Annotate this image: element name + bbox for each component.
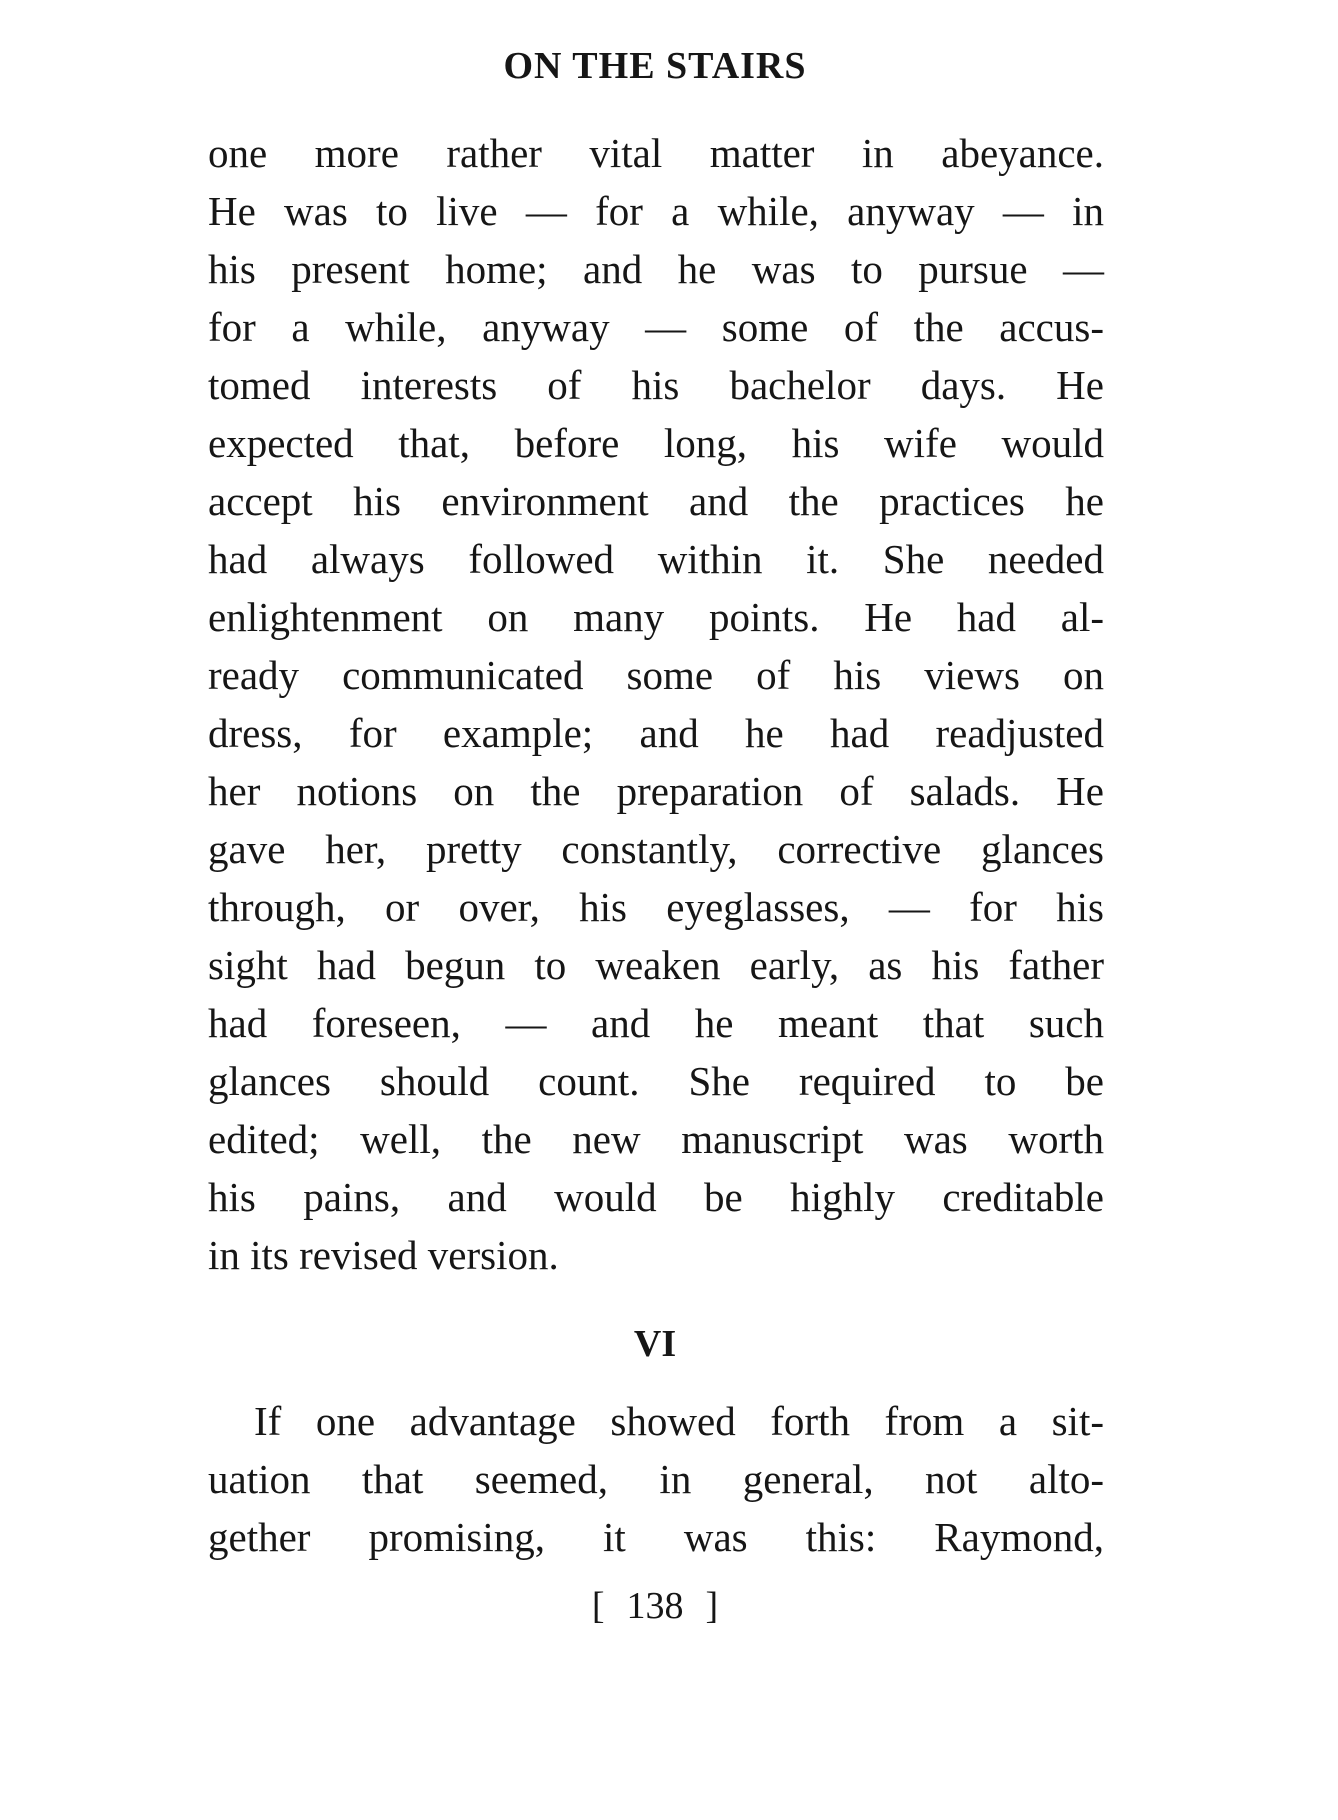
section-number: VI [633,1323,677,1365]
running-head: ON THE STAIRS [503,45,807,87]
text-line: dress, for example; and he had readjusted [208,710,1104,756]
text-line: ready communicated some of his views on [208,652,1104,698]
text-line: tomed interests of his bachelor days. He [208,362,1104,408]
text-line: had foreseen, — and he meant that such [208,1000,1104,1046]
text-line: expected that, before long, his wife would [208,420,1104,466]
page-number-open-bracket: [ [591,1585,605,1627]
page-number-close-bracket: ] [705,1585,719,1627]
text-line: sight had begun to weaken early, as his father [208,942,1104,988]
text-line: had always followed within it. She needed [208,536,1104,582]
text-line: enlightenment on many points. He had al- [208,594,1104,640]
text-line: her notions on the preparation of salads. He [208,768,1104,814]
text-line: glances should count. She required to be [208,1058,1104,1104]
text-line: accept his environment and the practices he [208,478,1104,524]
text-line: through, or over, his eyeglasses, — for his [208,884,1104,930]
text-line: If one advantage showed forth from a sit- [254,1398,1104,1444]
text-line: edited; well, the new manuscript was worth [208,1116,1104,1162]
text-line: his present home; and he was to pursue — [208,246,1104,292]
paragraph-1 [208,124,1104,1284]
paragraph-2 [208,1392,1104,1566]
text-line: gether promising, it was this: Raymond, [208,1514,1104,1560]
text-line: for a while, anyway — some of the accus- [208,304,1104,350]
text-line: uation that seemed, in general, not alto- [208,1456,1104,1502]
page-number [0,1584,1310,1628]
text-line: gave her, pretty constantly, corrective glances [208,826,1104,872]
text-line: in its revised version. [208,1232,559,1278]
text-line: one more rather vital matter in abeyance. [208,130,1104,176]
page-number-value: 138 [626,1585,684,1627]
text-line: He was to live — for a while, anyway — in [208,188,1104,234]
text-line: his pains, and would be highly creditable [208,1174,1104,1220]
